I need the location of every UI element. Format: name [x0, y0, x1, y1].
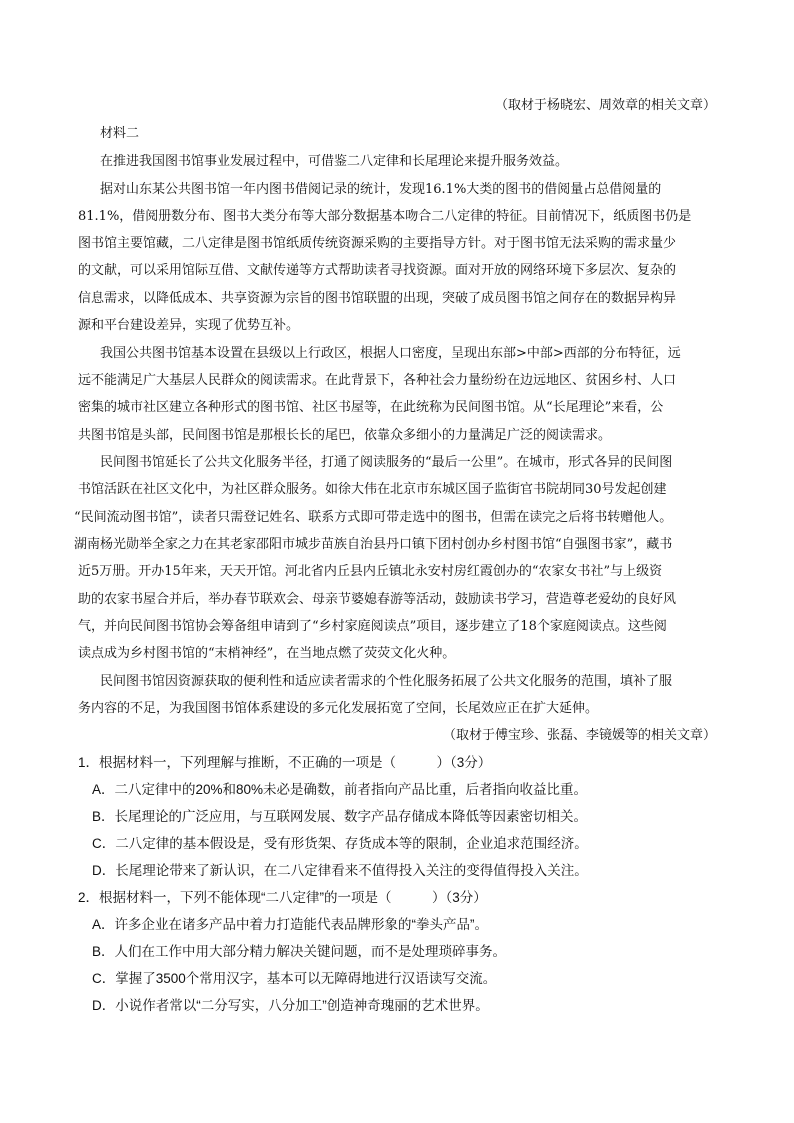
paragraph-line: 助的农家书屋合并后，举办春节联欢会、母亲节婆媳春游等活动，鼓励读书学习，营造尊老爱幼的良好风: [78, 592, 677, 607]
paragraph-line: 据对山东某公共图书馆一年内图书借阅记录的统计，发现16.1%大类的图书的借阅量占总借阅量的: [100, 182, 662, 197]
paragraph-line: 的文献，可以采用馆际互借、文献传递等方式帮助读者寻找资源。面对开放的网络环境下多层次、复杂的: [78, 263, 677, 278]
paragraph-line: 民间图书馆因资源获取的便利性和适应读者需求的个性化服务拓展了公共文化服务的范围，填补了服: [100, 674, 673, 689]
paragraph-line: 书馆活跃在社区文化中，为社区群众服务。如徐大伟在北京市东城区国子监街官书院胡同30号发起创建: [78, 482, 667, 497]
paragraph-line: 81.1%，借阅册数分布、图书大类分布等大部分数据基本吻合二八定律的特征。目前情况下，纸质图书仍是: [78, 209, 692, 224]
paragraph-line: “民间流动图书馆”，读者只需登记姓名、联系方式即可带走选中的图书，但需在读完之后将书转赠他人。: [74, 510, 673, 525]
question-1-option-b: B．长尾理论的广泛应用，与互联网发展、数字产品存储成本降低等因素密切相关。: [92, 809, 588, 824]
paragraph-line: 在推进我国图书馆事业发展过程中，可借鉴二八定律和长尾理论来提升服务效益。: [100, 154, 569, 169]
source-citation-material1: （取材于杨晓宏、周效章的相关文章）: [494, 98, 716, 113]
question-2-option-b: B．人们在工作中用大部分精力解决关键问题，而不是处理琐碎事务。: [92, 944, 507, 959]
paragraph-line: 共图书馆是头部，民间图书馆是那根长长的尾巴，依靠众多细小的力量满足广泛的阅读需求。: [78, 428, 612, 443]
paragraph-line: 气，并向民间图书馆协会筹备组申请到了“乡村家庭阅读点”项目，逐步建立了18个家庭阅读点。这些阅: [78, 619, 667, 634]
paragraph-line: 务内容的不足，为我国图书馆体系建设的多元化发展拓宽了空间，长尾效应正在扩大延伸。: [78, 701, 599, 716]
source-citation-material2: （取材于傅宝珍、张磊、李镜媛等的相关文章）: [442, 728, 716, 743]
question-1-stem: 1．根据材料一，下列理解与推断，不正确的一项是（ ）（3分）: [78, 755, 492, 770]
paragraph-line: 读点成为乡村图书馆的“末梢神经”，在当地点燃了荧荧文化火种。: [78, 646, 456, 661]
paragraph-line: 源和平台建设差异，实现了优势互补。: [78, 318, 300, 333]
paragraph-line: 密集的城市社区建立各种形式的图书馆、社区书屋等，在此统称为民间图书馆。从“长尾理论”来看，公: [78, 400, 664, 415]
question-2-option-d: D．小说作者常以“二分写实，八分加工”创造神奇瑰丽的艺术世界。: [92, 998, 489, 1013]
paragraph-line: 我国公共图书馆基本设置在县级以上行政区，根据人口密度，呈现出东部>中部>西部的分布特征，远: [100, 346, 681, 361]
question-2-option-a: A．许多企业在诸多产品中着力打造能代表品牌形象的“拳头产品”。: [92, 917, 488, 932]
question-2-stem: 2．根据材料一，下列不能体现“二八定律”的一项是（ ）（3分）: [78, 890, 487, 905]
paragraph-line: 图书馆主要馆藏，二八定律是图书馆纸质传统资源采购的主要指导方针。对于图书馆无法采购的需求量少: [78, 236, 677, 251]
question-1-option-d: D．长尾理论带来了新认识，在二八定律看来不值得投入关注的变得值得投入关注。: [92, 863, 588, 878]
paragraph-line: 信息需求，以降低成本、共享资源为宗旨的图书馆联盟的出现，突破了成员图书馆之间存在的数据异构异: [78, 291, 677, 306]
paragraph-line: 民间图书馆延长了公共文化服务半径，打通了阅读服务的“最后一公里”。在城市，形式各异的民间图: [100, 455, 673, 470]
material2-heading: 材料二: [100, 126, 140, 141]
paragraph-line: 近5万册。开办15年来，天天开馆。河北省内丘县内丘镇北永安村房红霞创办的“农家女书社”与上级资: [78, 564, 663, 579]
question-1-option-c: C．二八定律的基本假设是，受有形货架、存货成本等的限制，企业追求范围经济。: [92, 836, 588, 851]
paragraph-line: 远不能满足广大基层人民群众的阅读需求。在此背景下，各种社会力量纷纷在边远地区、贫困乡村、人口: [78, 373, 677, 388]
paragraph-line: 湖南杨光勋举全家之力在其老家邵阳市城步苗族自治县丹口镇下团村创办乡村图书馆“自强图书家”，藏书: [74, 537, 673, 552]
question-1-option-a: A．二八定律中的20%和80%未必是确数，前者指向产品比重，后者指向收益比重。: [92, 782, 588, 797]
question-2-option-c: C．掌握了3500个常用汉字，基本可以无障碍地进行汉语读写交流。: [92, 971, 497, 986]
